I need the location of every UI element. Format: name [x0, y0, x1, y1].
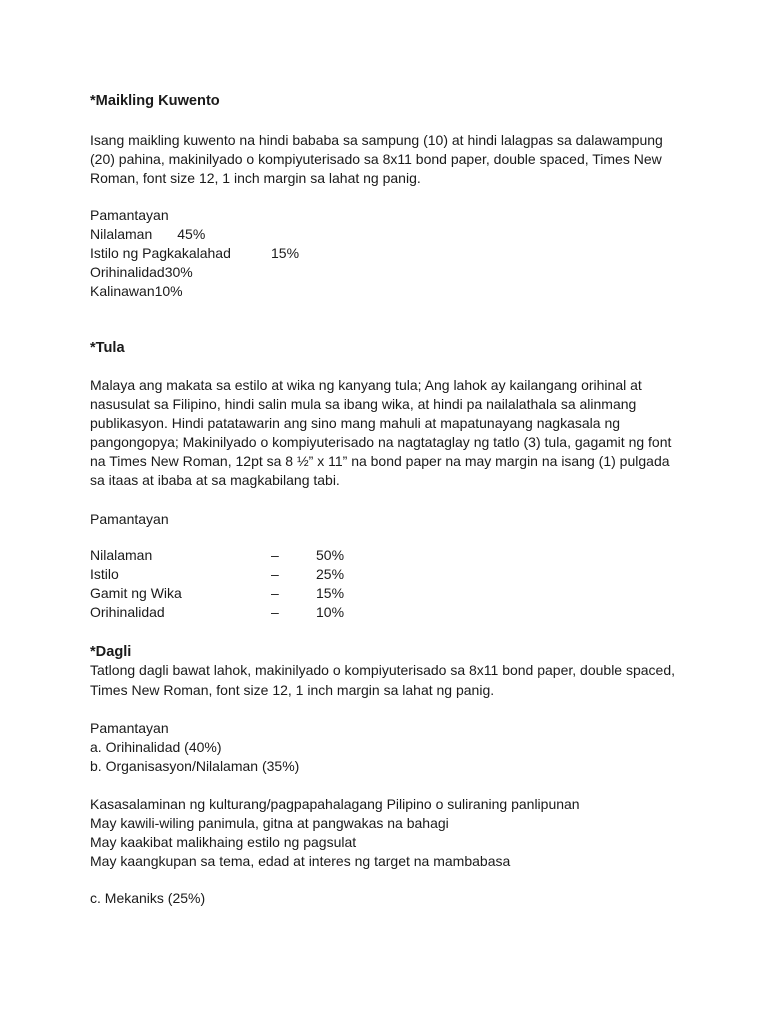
criteria-percent: 30% [164, 264, 193, 280]
body-line: Tatlong dagli bawat lahok, makinilyado o kompiyuterisado sa 8x11 bond paper, double spaced, [90, 662, 676, 678]
criteria-percent: 10% [154, 283, 183, 299]
criteria-dash: – [271, 547, 279, 563]
criteria-percent: 25% [316, 566, 345, 582]
body-line: Isang maikling kuwento na hindi bababa sa sampung (10) at hindi lalagpas sa dalawampung [90, 132, 663, 148]
section-heading-tula: *Tula [90, 340, 125, 356]
criteria-row [90, 282, 183, 300]
criteria-label: Pamantayan [90, 720, 169, 736]
criteria-item: c. Mekaniks (25%) [90, 890, 206, 906]
criteria-name: Orihinalidad [90, 604, 165, 620]
criteria-name: Istilo ng Pagkakalahad [90, 245, 231, 261]
body-line: (20) pahina, makinilyado o kompiyuterisado sa 8x11 bond paper, double spaced, Times New [90, 151, 662, 167]
criteria-item: b. Organisasyon/Nilalaman (35%) [90, 758, 300, 774]
criteria-row [90, 225, 205, 243]
criteria-percent: 15% [271, 245, 300, 261]
criteria-name: Orihinalidad [90, 264, 165, 280]
criteria-dash: – [271, 604, 279, 620]
criteria-item: a. Orihinalidad (40%) [90, 739, 222, 755]
body-line: Times New Roman, font size 12, 1 inch margin sa lahat ng panig. [90, 682, 495, 698]
criteria-percent: 50% [316, 547, 345, 563]
criteria-dash: – [271, 585, 279, 601]
subcriteria-line: Kasasalaminan ng kulturang/pagpapahalagang Pilipino o suliraning panlipunan [90, 796, 580, 812]
body-line: publikasyon. Hindi patatawarin ang sino mang mahuli at mapatunayang nagkasala ng [90, 415, 621, 431]
criteria-label: Pamantayan [90, 207, 169, 223]
section-heading-dagli: *Dagli [90, 644, 132, 660]
section-heading-maikling-kuwento: *Maikling Kuwento [90, 93, 220, 109]
body-line: Malaya ang makata sa estilo at wika ng kanyang tula; Ang lahok ay kailangang orihinal at [90, 377, 642, 393]
criteria-dash: – [271, 566, 279, 582]
criteria-row [90, 244, 231, 262]
criteria-name: Kalinawan [90, 283, 155, 299]
body-line: na Times New Roman, 12pt sa 8 ½” x 11” na bond paper na may margin na isang (1) pulgada [90, 453, 670, 469]
criteria-name: Istilo [90, 566, 119, 582]
body-line: Roman, font size 12, 1 inch margin sa lahat ng panig. [90, 170, 421, 186]
criteria-percent: 15% [316, 585, 345, 601]
body-line: sa itaas at ibaba at sa magkabilang tabi. [90, 472, 340, 488]
body-line: pangongopya; Makinilyado o kompiyuterisado na nagtataglay ng tatlo (3) tula, gagamit ng font [90, 434, 672, 450]
criteria-name: Gamit ng Wika [90, 585, 182, 601]
criteria-name: Nilalaman [90, 226, 153, 242]
subcriteria-line: May kaakibat malikhaing estilo ng pagsulat [90, 834, 357, 850]
criteria-name: Nilalaman [90, 547, 153, 563]
criteria-percent: 45% [177, 226, 206, 242]
criteria-percent: 10% [316, 604, 345, 620]
subcriteria-line: May kaangkupan sa tema, edad at interes ng target na mambabasa [90, 853, 511, 869]
criteria-label: Pamantayan [90, 511, 169, 527]
criteria-row [90, 263, 193, 281]
body-line: nasusulat sa Filipino, hindi salin mula sa ibang wika, at hindi pa nailalathala sa alinmang [90, 396, 637, 412]
subcriteria-line: May kawili-wiling panimula, gitna at pangwakas na bahagi [90, 815, 449, 831]
